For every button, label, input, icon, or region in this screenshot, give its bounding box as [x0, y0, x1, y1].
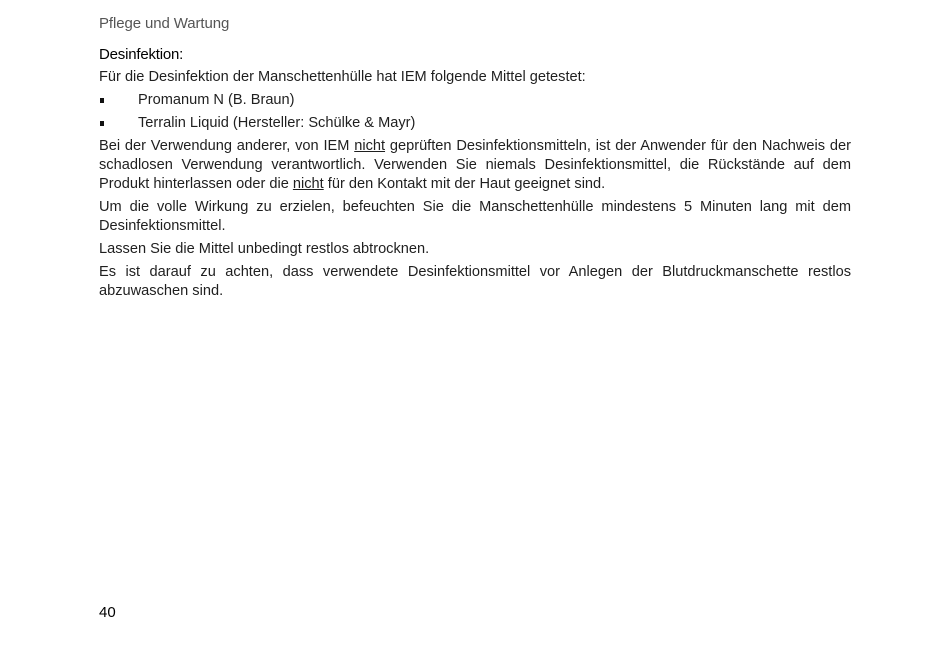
section-title: Desinfektion: — [99, 46, 184, 63]
disinfectant-list — [99, 91, 851, 133]
responsibility-paragraph — [99, 137, 851, 194]
square-bullet-icon — [100, 98, 104, 103]
exposure-time-paragraph: Um die volle Wirkung zu erzielen, befeuchten Sie die Manschettenhülle mindestens 5 Minuten lang mit dem Desinfektionsmittel. — [99, 199, 851, 234]
list-item-text: Terralin Liquid (Hersteller: Schülke & Mayr) — [138, 115, 416, 131]
section-content — [99, 68, 851, 305]
underlined-word: nicht — [292, 176, 324, 192]
list-item — [99, 114, 851, 133]
underlined-word: nicht — [354, 138, 386, 154]
running-header: Pflege und Wartung — [99, 15, 230, 32]
list-item — [99, 91, 851, 110]
list-item-text: Promanum N (B. Braun) — [138, 92, 295, 108]
square-bullet-icon — [100, 121, 104, 126]
washing-paragraph: Es ist darauf zu achten, dass verwendete Desinfektionsmittel vor Anlegen der Blutdruckmanschette restlos abzuwaschen sind. — [99, 264, 851, 299]
paragraph-text: geprüften Desinfektionsmitteln, ist der Anwender für den Nachweis der schadlosen Verwendung verantwortlich. Verwenden Sie niemals Desinfektionsmittel, die Rückstände auf dem Produkt hinterlassen oder die — [99, 138, 851, 192]
drying-paragraph: Lassen Sie die Mittel unbedingt restlos abtrocknen. — [99, 241, 430, 257]
page-number: 40 — [99, 604, 116, 621]
paragraph-text: für den Kontakt mit der Haut geeignet sind. — [323, 176, 606, 192]
paragraph-text: Bei der Verwendung anderer, von IEM — [99, 138, 355, 154]
intro-paragraph: Für die Desinfektion der Manschettenhülle hat IEM folgende Mittel getestet: — [99, 69, 586, 85]
